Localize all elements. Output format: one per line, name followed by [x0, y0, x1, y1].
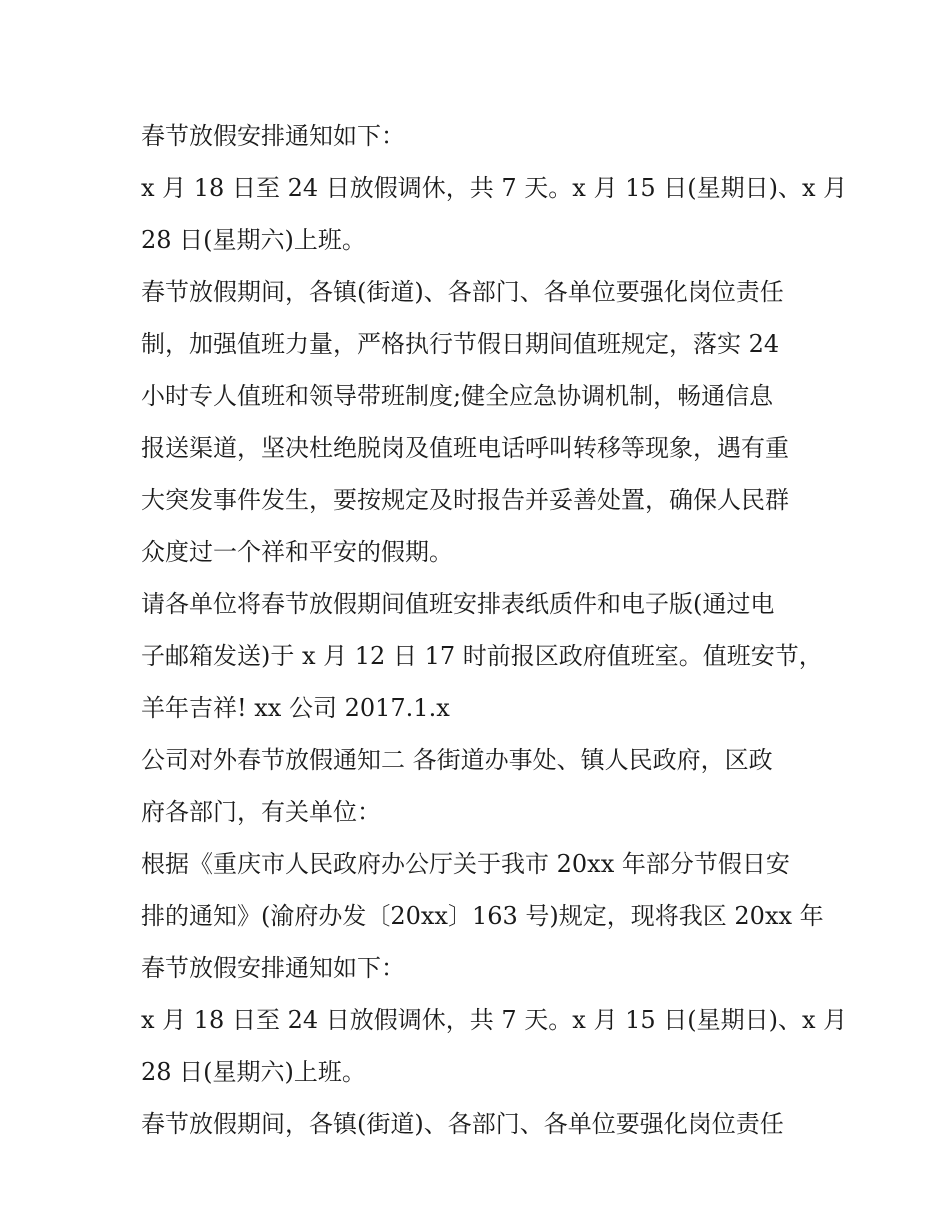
text-line: 小时专人值班和领导带班制度;健全应急协调机制，畅通信息 — [141, 382, 774, 410]
text-line: 公司对外春节放假通知二 各街道办事处、镇人民政府，区政 — [141, 746, 773, 774]
text-line: 春节放假期间，各镇(街道)、各部门、各单位要强化岗位责任 — [141, 278, 784, 306]
text-line: 众度过一个祥和平安的假期。 — [141, 538, 453, 566]
text-line: 子邮箱发送)于 x 月 12 日 17 时前报区政府值班室。值班安节， — [141, 642, 823, 670]
text-line: x 月 18 日至 24 日放假调休，共 7 天。x 月 15 日(星期日)、x 月 — [141, 174, 848, 202]
text-line: 报送渠道，坚决杜绝脱岗及值班电话呼叫转移等现象，遇有重 — [141, 434, 789, 462]
text-line: 春节放假安排通知如下： — [141, 122, 405, 150]
text-line: 根据《重庆市人民政府办公厅关于我市 20xx 年部分节假日安 — [141, 850, 790, 878]
text-line: 制，加强值班力量，严格执行节假日期间值班规定，落实 24 — [141, 330, 780, 358]
text-line: 春节放假安排通知如下： — [141, 954, 405, 982]
text-line: 大突发事件发生，要按规定及时报告并妥善处置，确保人民群 — [141, 486, 789, 514]
text-line: 28 日(星期六)上班。 — [141, 1058, 366, 1086]
text-line: 府各部门，有关单位： — [141, 798, 381, 826]
text-line: 排的通知》(渝府办发〔20xx〕163 号)规定，现将我区 20xx 年 — [141, 902, 824, 930]
document-body — [141, 110, 848, 1150]
text-line: 春节放假期间，各镇(街道)、各部门、各单位要强化岗位责任 — [141, 1110, 784, 1138]
text-line: x 月 18 日至 24 日放假调休，共 7 天。x 月 15 日(星期日)、x 月 — [141, 1006, 848, 1034]
text-line: 28 日(星期六)上班。 — [141, 226, 366, 254]
text-line: 羊年吉祥! xx 公司 2017.1.x — [141, 694, 450, 722]
text-line: 请各单位将春节放假期间值班安排表纸质件和电子版(通过电 — [141, 590, 775, 618]
